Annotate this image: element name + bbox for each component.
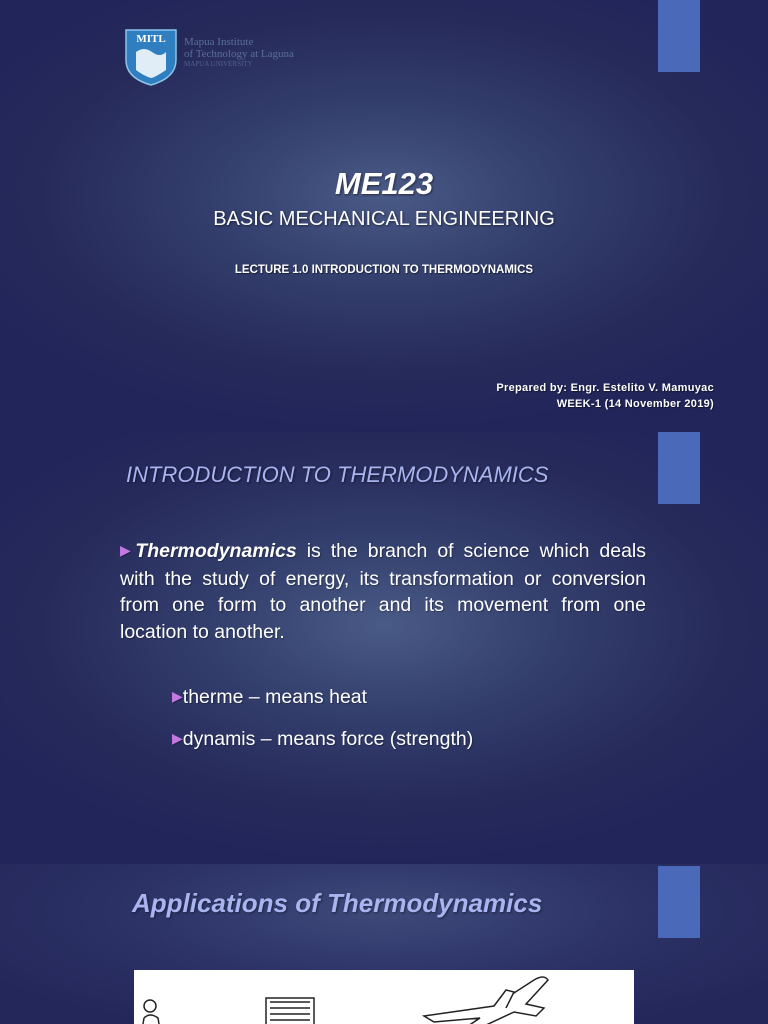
logo-line1: Mapua Institute	[184, 36, 254, 48]
sub-item-text: dynamis – means force (strength)	[182, 728, 474, 750]
applications-clipart-image	[134, 970, 634, 1024]
airplane-icon	[424, 977, 548, 1024]
mitl-shield-icon	[124, 28, 178, 86]
accent-bar	[658, 866, 700, 938]
course-subtitle: BASIC MECHANICAL ENGINEERING	[213, 208, 555, 230]
term-thermodynamics: Thermodynamics	[135, 540, 297, 562]
logo-line2: of Technology at Laguna	[184, 48, 294, 60]
slide-heading: INTRODUCTION TO THERMODYNAMICS	[126, 462, 549, 487]
week-date: WEEK-1 (14 November 2019)	[556, 398, 714, 410]
appliance-icon	[266, 998, 314, 1024]
applications-slide	[0, 864, 768, 1024]
course-title: ME123	[334, 166, 434, 201]
author-block	[496, 380, 714, 412]
logo-text	[184, 36, 294, 69]
sub-item-therme	[172, 686, 367, 709]
intro-slide	[0, 432, 768, 864]
bullet-arrow-icon: ▶	[172, 688, 183, 704]
sub-item-text: therme – means heat	[182, 686, 368, 708]
prepared-by: Prepared by: Engr. Estelito V. Mamuyac	[496, 382, 714, 394]
title-slide	[0, 0, 768, 432]
logo-abbr: MITL	[136, 33, 166, 45]
mitl-logo	[124, 28, 324, 88]
lecture-title: LECTURE 1.0 INTRODUCTION TO THERMODYNAMICS	[234, 264, 534, 276]
accent-bar	[658, 0, 700, 72]
accent-bar	[658, 432, 700, 504]
definition-text: is the branch of science which deals with the study of energy, its transformation or conversion from one form to another and its movement from one location to another.	[120, 540, 646, 643]
logo-tagline: MAPUA UNIVERSITY	[184, 60, 253, 68]
sub-item-dynamis	[172, 728, 473, 751]
bullet-arrow-icon: ▶	[120, 542, 136, 558]
slide-heading: Applications of Thermodynamics	[132, 888, 543, 918]
applications-clipart	[134, 970, 634, 1024]
person-icon	[142, 1000, 160, 1024]
definition-paragraph	[120, 538, 646, 645]
bullet-arrow-icon: ▶	[172, 730, 183, 746]
